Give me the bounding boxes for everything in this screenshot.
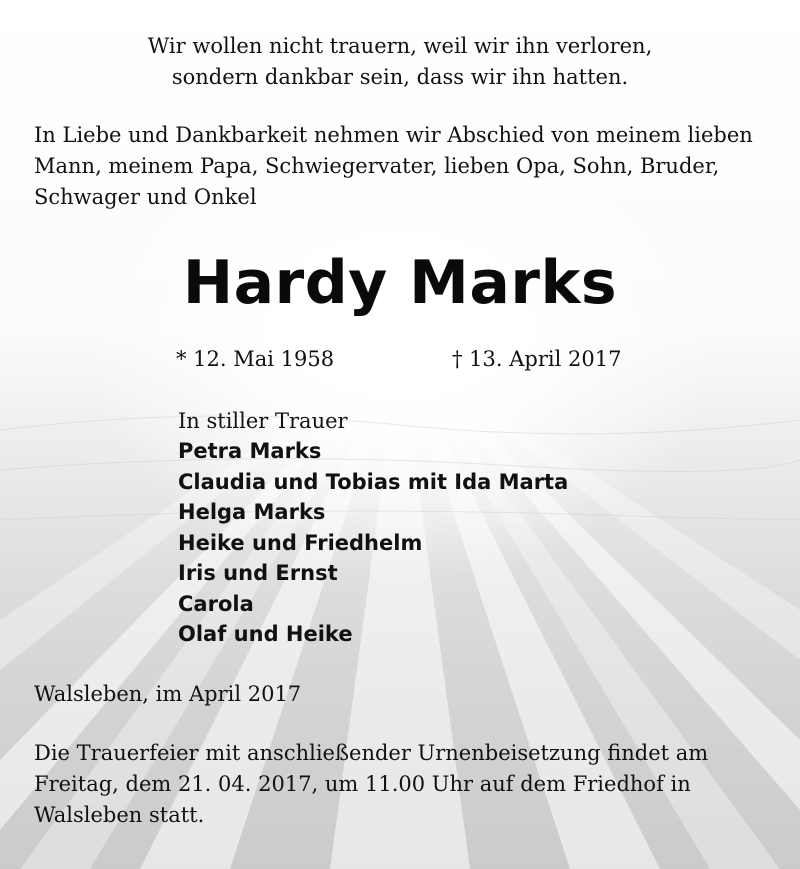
intro-line: In Liebe und Dankbarkeit nehmen wir Abschied von meinem lieben: [34, 123, 753, 147]
mourner-name: Petra Marks: [178, 439, 322, 463]
mourner-name: Heike und Friedhelm: [178, 530, 423, 555]
mourners-list: [178, 436, 568, 650]
deceased-name: Hardy Marks: [182, 248, 618, 318]
motto-line: Wir wollen nicht trauern, weil wir ihn verloren,: [147, 34, 653, 58]
motto-line: sondern dankbar sein, dass wir ihn hatten.: [171, 65, 629, 89]
place-date: Walsleben, im April 2017: [34, 682, 302, 706]
mourner-name: Helga Marks: [178, 500, 326, 524]
birth-date: * 12. Mai 1958: [176, 347, 335, 371]
intro-text: [34, 120, 768, 213]
service-line: Walsleben statt.: [34, 803, 205, 827]
death-date: † 13. April 2017: [452, 347, 622, 371]
funeral-service-info: [34, 738, 768, 831]
motto-verse: [0, 31, 800, 93]
service-line: Die Trauerfeier mit anschließender Urnenbeisetzung findet am: [34, 741, 709, 765]
intro-line: Mann, meinem Papa, Schwiegervater, lieben Opa, Sohn, Bruder,: [34, 154, 720, 178]
mourner-name: Carola: [178, 591, 254, 616]
service-line: Freitag, dem 21. 04. 2017, um 11.00 Uhr auf dem Friedhof in: [34, 772, 691, 796]
mourning-label: In stiller Trauer: [178, 409, 348, 433]
intro-line: Schwager und Onkel: [34, 185, 257, 209]
mourner-name: Claudia und Tobias mit Ida Marta: [178, 469, 569, 494]
mourner-name: Olaf und Heike: [178, 622, 353, 646]
mourner-name: Iris und Ernst: [178, 561, 338, 585]
